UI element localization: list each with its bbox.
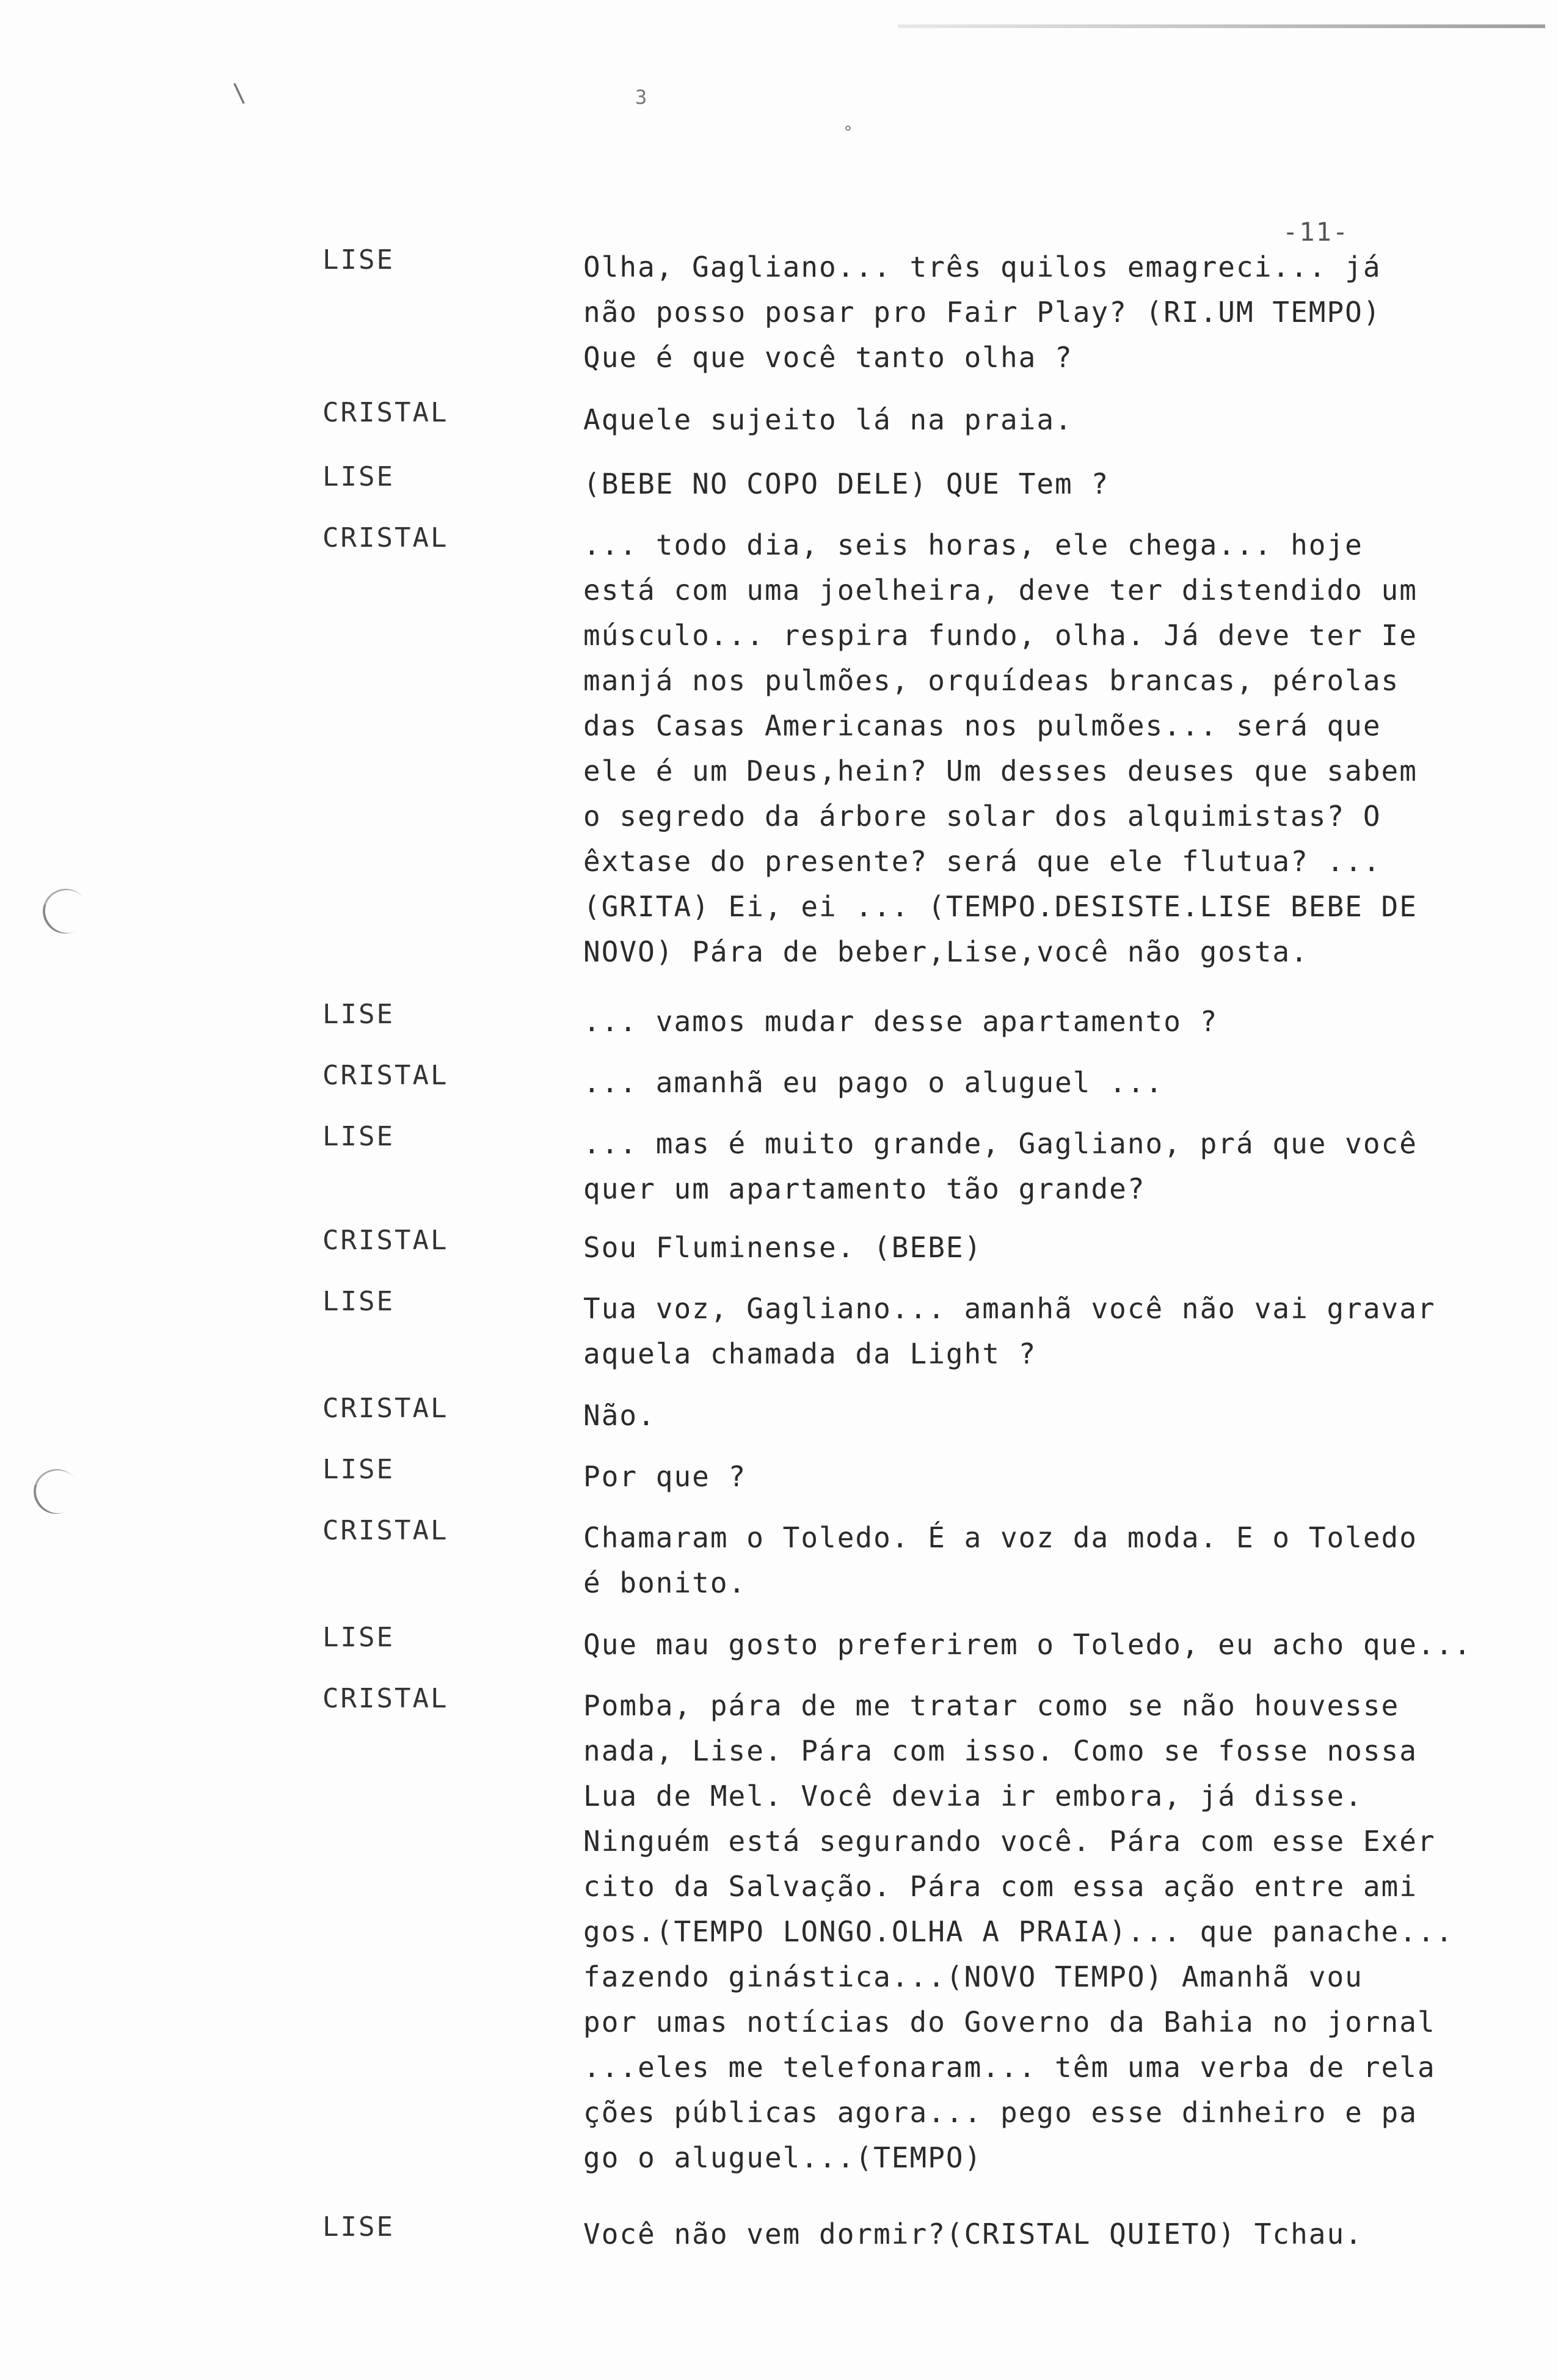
speech-text: Tua voz, Gagliano... amanhã você não vai gravar aquela chamada da Light ? — [583, 1292, 1436, 1370]
speaker-name: CRISTAL — [322, 397, 449, 428]
stray-mark: 3 — [635, 86, 647, 109]
speaker-name: LISE — [322, 1121, 395, 1152]
speaker-name: CRISTAL — [322, 1393, 449, 1424]
speaker-name: CRISTAL — [322, 1225, 449, 1256]
scan-edge-line — [898, 24, 1545, 28]
speech-text: Que mau gosto preferirem o Toledo, eu acho que... — [583, 1628, 1472, 1661]
speech-text: Pomba, pára de me tratar como se não houvesse nada, Lise. Pára com isso. Como se fosse nossa Lua de Mel. Você devia ir embora, já disse. Ninguém está segurando você. Pára com esse Exér cito da Salvação. Pára com essa ação entre ami gos.(TEMPO LONGO.OLHA A PRAIA)... que panache... fazendo ginástica...(NOVO TEMPO) Amanhã vou por umas notícias do Governo da Bahia no jornal ...eles me telefonaram... têm uma verba de rela ções públicas agora... pego esse dinheiro e pa go o aluguel...(TEMPO) — [583, 1689, 1454, 2174]
speech-text: (BEBE NO COPO DELE) QUE Tem ? — [583, 467, 1110, 500]
speaker-name: CRISTAL — [322, 1515, 449, 1546]
speaker-name: LISE — [322, 2211, 395, 2243]
speech-text: Você não vem dormir?(CRISTAL QUIETO) Tchau. — [583, 2218, 1363, 2250]
speaker-name: LISE — [322, 244, 395, 276]
stray-mark: ° — [843, 122, 853, 142]
speaker-name: CRISTAL — [322, 1060, 449, 1091]
stray-mark: \ — [232, 79, 247, 108]
speech-text: Olha, Gagliano... três quilos emagreci... já não posso posar pro Fair Play? (RI.UM TEMPO) Que é que você tanto olha ? — [583, 250, 1381, 374]
speech-text: Por que ? — [583, 1460, 747, 1493]
speech-text: ... mas é muito grande, Gagliano, prá que você quer um apartamento tão grande? — [583, 1127, 1418, 1205]
punch-hole-mark — [35, 880, 96, 941]
speaker-name: LISE — [322, 1286, 395, 1317]
page-number: -11- — [1283, 217, 1350, 247]
speech-text: Não. — [583, 1399, 656, 1432]
speech-text: Aquele sujeito lá na praia. — [583, 403, 1073, 436]
speech-text: ... vamos mudar desse apartamento ? — [583, 1005, 1218, 1038]
speech-text: Sou Fluminense. (BEBE) — [583, 1231, 983, 1264]
speaker-name: LISE — [322, 1454, 395, 1485]
speaker-name: LISE — [322, 999, 395, 1030]
speaker-name: CRISTAL — [322, 1683, 449, 1714]
speech-text: ... amanhã eu pago o aluguel ... — [583, 1066, 1164, 1099]
speech-text: ... todo dia, seis horas, ele chega... hoje está com uma joelheira, deve ter distendido um músculo... respira fundo, olha. Já deve ter Ie manjá nos pulmões, orquídeas brancas, pérolas das Casas Americanas nos pulmões... será que ele é um Deus,hein? Um desses deuses que sabem o segredo da árbore solar dos alquimistas? O êxtase do presente? será que ele flutua? ... (GRITA) Ei, ei ... (TEMPO.DESISTE.LISE BEBE DE NOVO) Pára de beber,Lise,você não gosta. — [583, 528, 1418, 968]
speech-text: Chamaram o Toledo. É a voz da moda. E o Toledo é bonito. — [583, 1521, 1418, 1599]
speaker-name: LISE — [322, 1622, 395, 1653]
speaker-name: CRISTAL — [322, 522, 449, 553]
speaker-name: LISE — [322, 461, 395, 492]
punch-hole-mark — [26, 1461, 87, 1522]
